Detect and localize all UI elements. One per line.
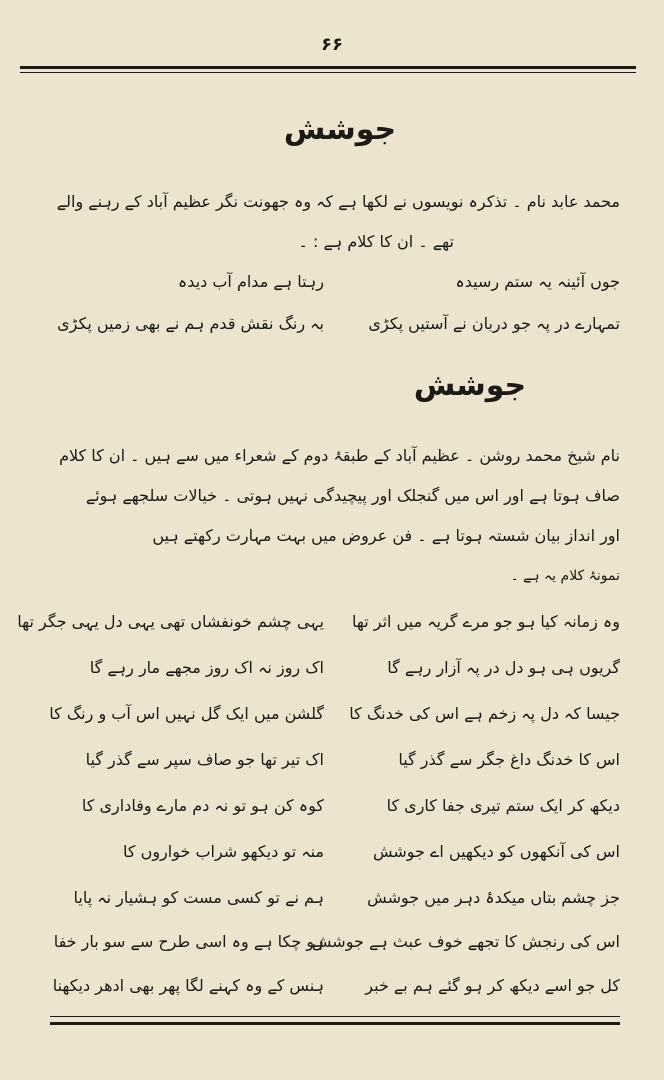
couplet-8-misra-2: ہو چکا ہے وہ اسی طرح سے سو بار خفا bbox=[53, 932, 324, 951]
couplet-1-misra-2: یہی چشم خونفشاں تھی یہی دل یہی جگر تھا bbox=[17, 612, 324, 631]
header-rule-thin bbox=[20, 72, 636, 73]
couplet-4-misra-2: اک تیر تھا جو صاف سپر سے گذر گیا bbox=[85, 750, 324, 769]
section1-couplet-1-misra-1: جوں آئینہ یہ ستم رسیدہ bbox=[455, 272, 620, 291]
footer-rule-thin bbox=[50, 1016, 620, 1017]
section1-couplet-1-misra-2: رہتا ہے مدام آب دیدہ bbox=[177, 272, 324, 291]
section2-intro-line-2: صاف ہوتا ہے اور اس میں گنجلک اور پیچیدگی نہیں ہوتی ۔ خیالات سلجھے ہوئے bbox=[85, 486, 620, 505]
couplet-3-misra-2: گلشن میں ایک گل نہیں اس آب و رنگ کا bbox=[49, 704, 324, 723]
section1-couplet-2-misra-2: بہ رنگ نقش قدم ہم نے بھی زمیں پکڑی bbox=[57, 314, 324, 333]
couplet-5-misra-1: دیکھ کر ایک ستم تیری جفا کاری کا bbox=[386, 796, 620, 815]
header-rule-thick bbox=[20, 66, 636, 69]
couplet-1-misra-1: وہ زمانہ کیا ہو جو مرے گریہ میں اثر تھا bbox=[351, 612, 620, 631]
section1-title: جوشش bbox=[283, 112, 397, 147]
couplet-8-misra-1: اس کی رنجش کا تجھے خوف عبث ہے جوشش bbox=[311, 932, 620, 951]
section2-intro-line-4: نمونۂ کلام یہ ہے ۔ bbox=[510, 568, 620, 584]
couplet-2-misra-2: اک روز نہ اک روز مجھے مار رہے گا bbox=[89, 658, 324, 677]
couplet-5-misra-2: کوہ کن ہو تو نہ دم مارے وفاداری کا bbox=[81, 796, 324, 815]
couplet-9-misra-1: کل جو اسے دیکھ کر ہو گئے ہم بے خبر bbox=[365, 976, 620, 995]
couplet-2-misra-1: گریوں ہی ہو دل در پہ آزار رہے گا bbox=[387, 658, 620, 677]
section1-couplet-2-misra-1: تمہارے در پہ جو دربان نے آستیں پکڑی bbox=[368, 314, 620, 333]
footer-rule-thick bbox=[50, 1022, 620, 1025]
section2-intro-line-1: نام شیخ محمد روشن ۔ عظیم آباد کے طبقۂ دوم کے شعراء میں سے ہیں ۔ ان کا کلام bbox=[59, 446, 620, 465]
section1-intro-line-1: محمد عابد نام ۔ تذکرہ نویسوں نے لکھا ہے کہ وہ جھونت نگر عظیم آباد کے رہنے والے bbox=[56, 192, 620, 211]
section1-intro-line-2: تھے ۔ ان کا کلام ہے : ۔ bbox=[298, 232, 454, 251]
section2-intro-line-3: اور انداز بیان شستہ ہوتا ہے ۔ فن عروض میں بہت مہارت رکھتے ہیں bbox=[152, 526, 620, 545]
couplet-3-misra-1: جیسا کہ دل پہ زخم ہے اس کی خدنگ کا bbox=[349, 704, 620, 723]
couplet-9-misra-2: ہنس کے وہ کہنے لگا پھر بھی ادھر دیکھنا bbox=[52, 976, 324, 995]
couplet-6-misra-2: منہ تو دیکھو شراب خواروں کا bbox=[122, 842, 324, 861]
couplet-4-misra-1: اس کا خدنگ داغ جگر سے گذر گیا bbox=[398, 750, 620, 769]
section2-title: جوشش bbox=[413, 368, 527, 403]
couplet-7-misra-2: ہم نے تو کسی مست کو ہشیار نہ پایا bbox=[73, 888, 324, 907]
page-number: ۶۶ bbox=[321, 34, 343, 55]
couplet-6-misra-1: اس کی آنکھوں کو دیکھیں اے جوشش bbox=[372, 842, 620, 861]
couplet-7-misra-1: جز چشم بتاں میکدۂ دہر میں جوشش bbox=[367, 888, 620, 907]
